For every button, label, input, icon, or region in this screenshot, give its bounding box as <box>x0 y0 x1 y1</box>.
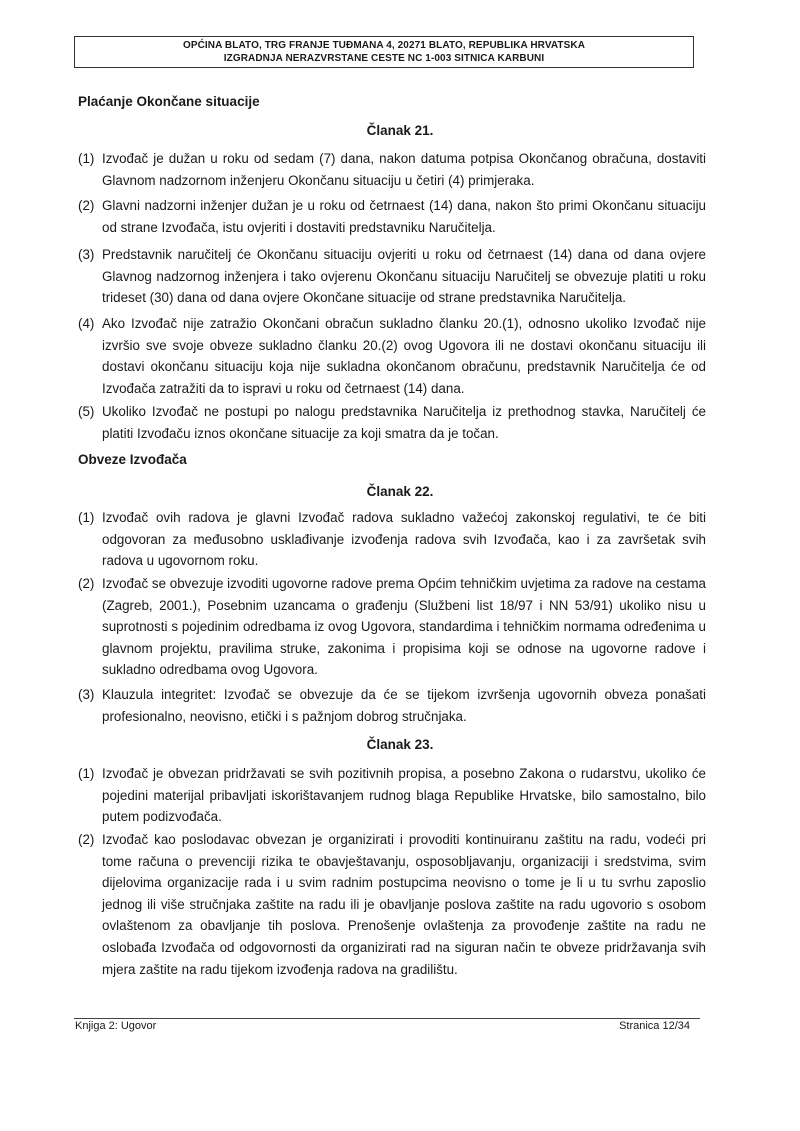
clause-text: Glavni nadzorni inženjer dužan je u roku od četrnaest (14) dana, nakon što primi Okončanu situaciju od strane Izvođača, istu ovjeriti i dostaviti predstavniku Naručitelja. <box>102 198 706 235</box>
footer-book-label: Knjiga 2: Ugovor <box>75 1020 157 1032</box>
clause-text: Ako Izvođač nije zatražio Okončani obračun sukladno članku 20.(1), odnosno ukoliko Izvođač nije izvršio sve svoje obveze sukladno članku 20.(2) ovog Ugovora ili ne dostavi okončanu situaciju ili dostavi okončanu situaciju koja nije sukladna okončanom obračunu, predstavnik Naručitelja će od Izvođača zatražiti da to ispravi u roku od četrnaest (14) dana. <box>102 316 706 396</box>
clause-number: (5) <box>78 404 95 419</box>
clause-23-1 <box>78 763 706 828</box>
clause-22-2 <box>78 573 706 681</box>
clause-number: (1) <box>78 151 95 166</box>
clause-number: (2) <box>78 198 95 213</box>
clause-text: Ukoliko Izvođač ne postupi po nalogu predstavnika Naručitelja iz prethodnog stavka, Naručitelj će platiti Izvođaču iznos okončane situacije za koji smatra da je točan. <box>102 404 706 441</box>
clause-number: (2) <box>78 832 95 847</box>
clause-text: Klauzula integritet: Izvođač se obvezuje da će se tijekom izvršenja ugovornih obveza ponašati profesionalno, neovisno, etički i s pažnjom dobrog stručnjaka. <box>102 687 706 724</box>
clause-text: Predstavnik naručitelj će Okončanu situaciju ovjeriti u roku od četrnaest (14) dana od dana ovjere Glavnog nadzornog inženjera i tako ovjerenu Okončanu situaciju Naručitelj se obvezuje platiti u roku trideset (30) dana od dana ovjere Okončane situacije od strane predstavnika Naručitelja. <box>102 247 706 306</box>
article-22-heading: Članak 22. <box>366 484 434 499</box>
header-line-1: OPĆINA BLATO, TRG FRANJE TUĐMANA 4, 20271 BLATO, REPUBLIKA HRVATSKA <box>182 40 586 51</box>
document-header <box>74 36 694 68</box>
section-heading-payment: Plaćanje Okončane situacije <box>78 94 260 109</box>
clause-number: (1) <box>78 766 95 781</box>
header-line-2: IZGRADNJA NERAZVRSTANE CESTE NC 1-003 SITNICA KARBUNI <box>223 52 545 64</box>
footer-divider <box>74 1018 700 1019</box>
clause-22-3 <box>78 684 706 727</box>
article-23-heading: Članak 23. <box>366 737 434 752</box>
clause-23-2 <box>78 829 706 980</box>
clause-21-3 <box>78 244 706 309</box>
clause-number: (4) <box>78 316 95 331</box>
clause-text: Izvođač kao poslodavac obvezan je organizirati i provoditi kontinuiranu zaštitu na radu, vodeći pri tome računa o prevenciji rizika te obavještavanju, osposobljavanju, organizaciji i sredstvima, svim dijelovima organizacije rada i u svim radnim postupcima neovisno o tome je li u tu svrhu zaposlio jednog ili više stručnjaka zaštite na radu ili je obavljanje poslova zaštite na radu ugovorio s osobom ovlaštenom za obavljanje tih poslova. Prenošenje ovlaštenja za provođenje zaštite na radu ne oslobađa Izvođača od odgovornosti da organizirati rad na siguran način te obveze pridržavanja svih mjera zaštite na radu tijekom izvođenja radova na gradilištu. <box>102 832 706 977</box>
clause-text: Izvođač je dužan u roku od sedam (7) dana, nakon datuma potpisa Okončanog obračuna, dostaviti Glavnom nadzornom inženjeru Okončanu situaciju u četiri (4) primjeraka. <box>102 151 706 188</box>
clause-number: (2) <box>78 576 95 591</box>
article-21-heading: Članak 21. <box>366 123 434 138</box>
clause-text: Izvođač je obvezan pridržavati se svih pozitivnih propisa, a posebno Zakona o rudarstvu, ukoliko će pojedini materijal pribavljati iskorištavanjem rudnog blaga Republike Hrvatske, bilo samostalno, bilo putem podizvođača. <box>102 766 706 825</box>
clause-number: (1) <box>78 510 95 525</box>
section-heading-obligations: Obveze Izvođača <box>78 452 187 467</box>
clause-22-1 <box>78 507 706 572</box>
clause-21-2 <box>78 195 706 238</box>
clause-21-4 <box>78 313 706 399</box>
clause-text: Izvođač se obvezuje izvoditi ugovorne radove prema Općim tehničkim uvjetima za radove na cestama (Zagreb, 2001.), Posebnim uzancama o građenju (Službeni list 18/97 i NN 53/91) ukoliko nisu u suprotnosti s pojedinim odredbama iz ovog Ugovora, standardima i tehničkim normama određenima u glavnom projektu, pravilima struke, zakonima i propisima koji se odnose na ugovorne radove i sukladno odredbama ovog Ugovora. <box>102 576 706 678</box>
clause-21-5 <box>78 401 706 444</box>
clause-text: Izvođač ovih radova je glavni Izvođač radova sukladno važećoj zakonskoj regulativi, te će biti odgovoran za međusobno usklađivanje izvođenja radova svih Izvođača, kao i za završetak svih radova u ugovornom roku. <box>102 510 706 569</box>
clause-number: (3) <box>78 247 95 262</box>
clause-number: (3) <box>78 687 95 702</box>
footer-page-number: Stranica 12/34 <box>619 1020 690 1032</box>
clause-21-1 <box>78 148 706 191</box>
